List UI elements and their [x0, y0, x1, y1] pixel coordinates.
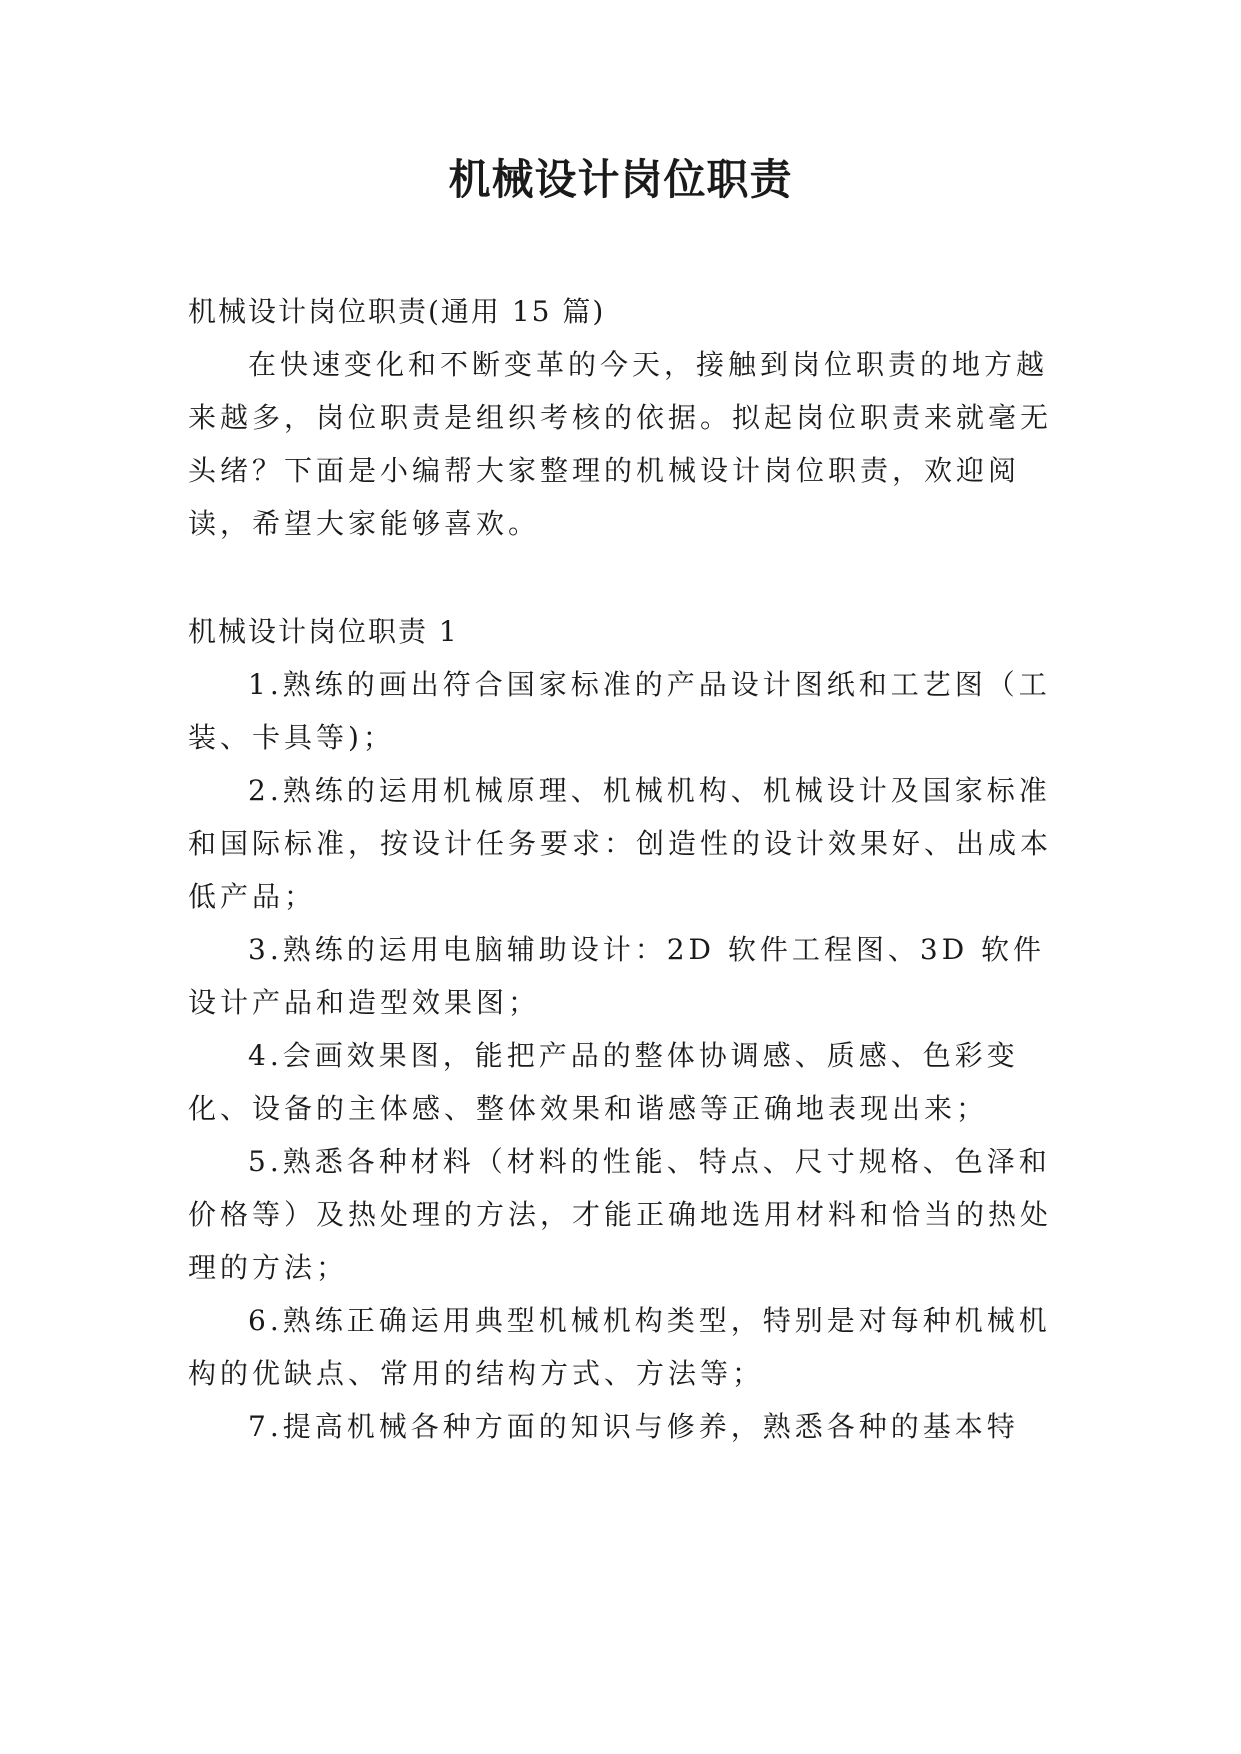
document-subtitle: 机械设计岗位职责(通用 15 篇) — [188, 295, 606, 328]
duty-item-3: 3.熟练的运用电脑辅助设计：2D 软件工程图、3D 软件设计产品和造型效果图； — [188, 933, 1046, 1019]
document-title: 机械设计岗位职责 — [448, 155, 793, 204]
document-body — [188, 285, 1060, 1453]
paragraph-spacer — [188, 550, 1060, 605]
section-heading: 机械设计岗位职责 1 — [188, 615, 459, 648]
duty-item-7: 7.提高机械各种方面的知识与修养，熟悉各种的基本特 — [248, 1410, 1019, 1443]
intro-paragraph: 在快速变化和不断变革的今天，接触到岗位职责的地方越来越多，岗位职责是组织考核的依据。拟起岗位职责来就毫无头绪？下面是小编帮大家整理的机械设计岗位职责，欢迎阅读，希望大家能够喜欢。 — [188, 348, 1053, 540]
duty-item-6: 6.熟练正确运用典型机械机构类型，特别是对每种机械机构的优缺点、常用的结构方式、方法等； — [188, 1304, 1051, 1390]
duty-item-2: 2.熟练的运用机械原理、机械机构、机械设计及国家标准和国际标准，按设计任务要求：创造性的设计效果好、出成本低产品； — [188, 774, 1053, 913]
duty-item-5: 5.熟悉各种材料（材料的性能、特点、尺寸规格、色泽和价格等）及热处理的方法，才能正确地选用材料和恰当的热处理的方法； — [188, 1145, 1053, 1284]
duty-item-4: 4.会画效果图，能把产品的整体协调感、质感、色彩变化、设备的主体感、整体效果和谐感等正确地表现出来； — [188, 1039, 1019, 1125]
duty-item-1: 1.熟练的画出符合国家标准的产品设计图纸和工艺图（工装、卡具等)； — [188, 668, 1051, 754]
